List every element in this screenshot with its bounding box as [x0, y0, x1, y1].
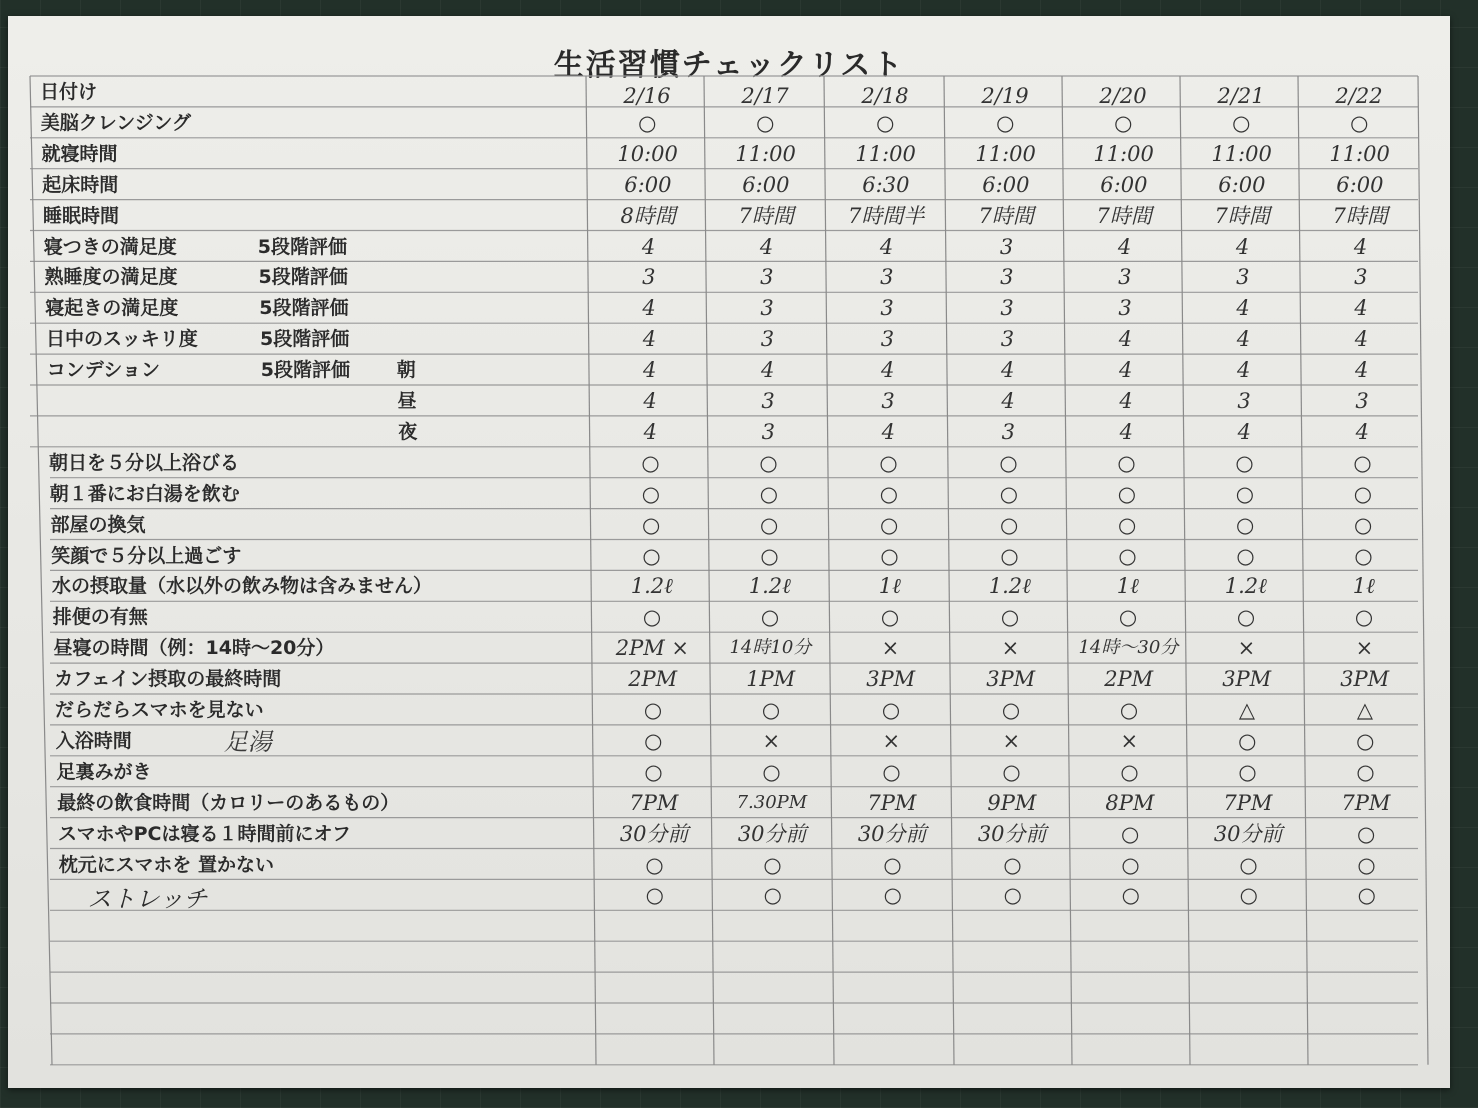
value-cell: ○ — [1121, 883, 1140, 908]
value-cell: ○ — [1114, 110, 1133, 135]
value-cell: 7時間 — [978, 203, 1034, 228]
row-label: 熟睡度の満足度 — [44, 266, 178, 289]
value-cell: 7.30PM — [736, 791, 808, 813]
value-cell: 1.2ℓ — [1224, 574, 1267, 599]
value-cell: 3 — [1355, 389, 1369, 413]
row-label: 水の摂取量（水以外の飲み物は含みません） — [52, 575, 433, 598]
value-cell: 4 — [643, 389, 657, 413]
value-cell: ○ — [999, 450, 1018, 475]
page-title: 生活習慣チェックリスト — [553, 48, 905, 83]
value-cell: 11:00 — [855, 141, 916, 166]
value-cell: ○ — [1235, 450, 1254, 475]
value-cell: 1.2ℓ — [630, 574, 673, 599]
value-cell: ○ — [880, 605, 900, 630]
value-cell: 3 — [880, 327, 895, 352]
row-label: 就寝時間 — [41, 142, 118, 165]
value-cell: ○ — [883, 852, 902, 877]
value-cell: × — [762, 728, 781, 753]
date-cell: 2/21 — [1217, 84, 1265, 108]
value-cell: ○ — [1003, 883, 1022, 908]
value-cell: 4 — [1355, 419, 1369, 444]
value-cell: ○ — [1118, 543, 1137, 568]
value-cell: 9PM — [987, 790, 1037, 815]
rating-scale-label: 5段階評価 — [259, 297, 349, 320]
value-cell: ○ — [1003, 852, 1022, 877]
value-cell: ○ — [996, 110, 1015, 135]
value-cell: 30分前 — [857, 821, 927, 846]
checklist-grid — [8, 16, 1450, 1088]
value-cell: 7PM — [1341, 790, 1391, 815]
value-cell: ○ — [1121, 852, 1140, 877]
value-cell: ○ — [1001, 698, 1021, 722]
value-cell: 4 — [1237, 358, 1251, 383]
value-cell: ○ — [760, 543, 779, 568]
value-cell: 3 — [1237, 389, 1251, 413]
value-cell: ○ — [1236, 543, 1255, 568]
value-cell: 4 — [1235, 234, 1250, 259]
value-cell: ○ — [759, 450, 778, 475]
value-cell: 30分前 — [619, 821, 689, 846]
date-cell: 2/19 — [981, 84, 1029, 108]
value-cell: ○ — [1350, 110, 1369, 135]
value-cell: 3 — [881, 389, 895, 413]
value-cell: 3PM — [986, 667, 1036, 692]
value-cell: 3 — [761, 419, 775, 444]
value-cell: 3PM — [1340, 667, 1390, 692]
value-cell: 11:00 — [1211, 141, 1272, 166]
value-cell: × — [881, 636, 900, 661]
value-cell: ○ — [642, 543, 661, 568]
checklist-sheet — [8, 16, 1450, 1088]
value-cell: 14時10分 — [729, 637, 812, 659]
value-cell: 6:00 — [742, 172, 790, 197]
value-cell: 4 — [1001, 358, 1015, 383]
row-label: 笑顔で５分以上過ごす — [51, 544, 242, 567]
value-cell: ○ — [1118, 512, 1137, 537]
value-cell: ○ — [644, 728, 663, 753]
value-cell: 8PM — [1105, 790, 1155, 815]
row-label: ストレッチ — [87, 885, 208, 914]
value-cell: 6:00 — [982, 172, 1030, 197]
value-cell: ○ — [881, 698, 901, 722]
value-cell: ○ — [1117, 481, 1137, 506]
value-cell: ○ — [1232, 110, 1251, 135]
value-cell: 3 — [761, 389, 775, 413]
value-cell: ○ — [1120, 759, 1139, 784]
value-cell: ○ — [1357, 852, 1376, 877]
value-cell: 3 — [1000, 327, 1015, 352]
row-label: スマホやPCは寝る１時間前にオフ — [58, 822, 351, 845]
value-cell: ○ — [1353, 481, 1373, 506]
value-cell: 7時間 — [1214, 203, 1270, 228]
value-cell: 1ℓ — [1352, 574, 1375, 599]
value-cell: ○ — [1239, 852, 1258, 877]
value-cell: 3 — [760, 296, 774, 321]
handwritten-note: 足湯 — [223, 727, 272, 756]
value-cell: ○ — [1356, 728, 1375, 753]
value-cell: ○ — [645, 852, 664, 877]
value-cell: 4 — [643, 419, 657, 444]
date-cell: 2/16 — [623, 84, 671, 108]
value-cell: 11:00 — [1093, 141, 1154, 166]
value-cell: △ — [1238, 698, 1256, 722]
value-cell: 3 — [880, 265, 894, 290]
value-cell: 4 — [1236, 327, 1251, 352]
value-cell: ○ — [763, 883, 782, 908]
value-cell: 4 — [642, 327, 657, 352]
value-cell: 4 — [1118, 327, 1133, 352]
row-label: 日中のスッキリ度 — [46, 328, 198, 351]
value-cell: ○ — [1121, 821, 1140, 846]
value-cell: 6:30 — [862, 172, 910, 197]
row-label: 昼寝の時間（例：14時～20分） — [53, 637, 335, 660]
value-cell: 3 — [642, 265, 656, 290]
value-cell: 4 — [641, 234, 656, 259]
value-cell: 4 — [642, 296, 656, 321]
value-cell: ○ — [999, 481, 1019, 506]
rating-scale-label: 5段階評価 — [260, 359, 350, 382]
value-cell: 4 — [1355, 358, 1369, 383]
value-cell: ○ — [756, 110, 775, 135]
value-cell: 4 — [881, 419, 895, 444]
value-cell: ○ — [1002, 759, 1021, 784]
value-cell: ○ — [1354, 605, 1374, 630]
row-label: 入浴時間 — [55, 729, 132, 752]
row-label: コンデション — [46, 359, 160, 382]
value-cell: △ — [1356, 698, 1374, 722]
time-of-day-label: 朝 — [396, 359, 416, 382]
row-label: 枕元にスマホを 置かない — [58, 853, 274, 876]
value-cell: ○ — [638, 110, 657, 135]
value-cell: × — [1237, 636, 1256, 661]
value-cell: ○ — [641, 450, 660, 475]
value-cell: ○ — [1236, 512, 1255, 537]
value-cell: 2PM — [1104, 667, 1154, 692]
value-cell: ○ — [1119, 698, 1139, 722]
value-cell: 4 — [881, 358, 895, 383]
value-cell: ○ — [1353, 450, 1372, 475]
value-cell: ○ — [644, 759, 663, 784]
value-cell: ○ — [880, 543, 899, 568]
value-cell: 4 — [1117, 234, 1132, 259]
value-cell: 4 — [1353, 234, 1368, 259]
value-cell: ○ — [645, 883, 664, 908]
value-cell: 1.2ℓ — [988, 574, 1031, 599]
value-cell: 3 — [1354, 265, 1368, 290]
value-cell: 4 — [1354, 296, 1368, 321]
value-cell: 6:00 — [1100, 172, 1148, 197]
time-of-day-label: 夜 — [398, 420, 418, 443]
value-cell: ○ — [879, 481, 899, 506]
value-cell: ○ — [762, 759, 781, 784]
value-cell: 7PM — [867, 790, 917, 815]
value-cell: ○ — [1235, 481, 1255, 506]
value-cell: 3 — [1000, 296, 1014, 321]
value-cell: ○ — [880, 512, 899, 537]
value-cell: ○ — [882, 759, 901, 784]
row-label: 朝１番にお白湯を飲む — [49, 482, 240, 505]
value-cell: 3 — [1001, 419, 1015, 444]
value-cell: 4 — [879, 234, 894, 259]
row-label: 寝つきの満足度 — [43, 235, 177, 258]
date-cell: 2/17 — [741, 84, 789, 108]
value-cell: 4 — [643, 358, 657, 383]
row-label: カフェイン摂取の最終時間 — [54, 668, 282, 691]
row-label: 排便の有無 — [52, 606, 148, 629]
value-cell: 1ℓ — [1116, 574, 1139, 599]
value-cell: 11:00 — [1329, 141, 1390, 166]
value-cell: ○ — [1354, 512, 1373, 537]
value-cell: 4 — [1237, 419, 1251, 444]
rating-scale-label: 5段階評価 — [257, 235, 347, 258]
value-cell: ○ — [1238, 759, 1257, 784]
row-label: 部屋の換気 — [50, 513, 146, 536]
value-cell: 3 — [1118, 265, 1132, 290]
row-label: 睡眠時間 — [43, 204, 120, 227]
row-label: 最終の飲食時間（カロリーのあるもの） — [57, 791, 400, 814]
value-cell: 30分前 — [737, 821, 807, 846]
value-cell: 3 — [760, 327, 775, 352]
value-cell: ○ — [763, 852, 782, 877]
value-cell: ○ — [759, 481, 779, 506]
value-cell: ○ — [876, 110, 895, 135]
rating-scale-label: 5段階評価 — [258, 266, 348, 289]
value-cell: 10:00 — [617, 141, 678, 166]
value-cell: 7時間 — [738, 203, 794, 228]
date-cell: 2/22 — [1335, 84, 1383, 108]
value-cell: 7時間 — [1096, 203, 1152, 228]
value-cell: 7PM — [629, 790, 679, 815]
value-cell: ○ — [1236, 605, 1256, 630]
value-cell: × — [1120, 728, 1139, 753]
value-cell: 6:00 — [1218, 172, 1266, 197]
row-label: だらだらスマホを見ない — [55, 699, 264, 721]
value-cell: 3 — [999, 234, 1014, 259]
value-cell: 4 — [1119, 358, 1133, 383]
row-label: 足裏みがき — [56, 760, 152, 783]
value-cell: × — [1355, 636, 1374, 661]
row-label: 寝起きの満足度 — [45, 297, 179, 320]
value-cell: 14時～30分 — [1078, 637, 1179, 659]
value-cell: 11:00 — [735, 141, 796, 166]
value-cell: 3 — [1118, 296, 1132, 321]
value-cell: 3 — [1000, 265, 1014, 290]
value-cell: 4 — [1236, 296, 1250, 321]
date-cell: 2/20 — [1099, 84, 1147, 108]
value-cell: ○ — [1238, 728, 1257, 753]
value-cell: 4 — [1119, 389, 1133, 413]
value-cell: 2PM × — [615, 636, 690, 661]
value-cell: 3 — [1236, 265, 1250, 290]
value-cell: ○ — [1000, 512, 1019, 537]
row-label: 起床時間 — [42, 173, 119, 196]
value-cell: 8時間 — [620, 203, 676, 228]
date-cell: 2/18 — [861, 84, 909, 108]
value-cell: ○ — [1357, 883, 1376, 908]
value-cell: 1ℓ — [878, 574, 901, 599]
value-cell: ○ — [1239, 883, 1258, 908]
value-cell: 6:00 — [1336, 172, 1384, 197]
value-cell: 7PM — [1223, 790, 1273, 815]
row-label: 日付け — [40, 81, 98, 103]
value-cell: 1PM — [746, 667, 796, 692]
value-cell: 1.2ℓ — [748, 574, 791, 599]
value-cell: ○ — [643, 698, 663, 722]
value-cell: 7時間 — [1332, 203, 1388, 228]
value-cell: 3PM — [866, 667, 916, 692]
row-label: 朝日を５分以上浴びる — [49, 451, 240, 474]
value-cell: 7時間半 — [848, 203, 925, 228]
value-cell: 3 — [880, 296, 894, 321]
value-cell: ○ — [1356, 759, 1375, 784]
value-cell: 4 — [1119, 419, 1133, 444]
value-cell: ○ — [1118, 605, 1138, 630]
value-cell: × — [1002, 728, 1021, 753]
value-cell: 4 — [759, 234, 774, 259]
value-cell: ○ — [761, 698, 781, 722]
value-cell: 30分前 — [1213, 821, 1283, 846]
value-cell: 3PM — [1222, 667, 1272, 692]
value-cell: ○ — [879, 450, 898, 475]
value-cell: 6:00 — [624, 172, 672, 197]
value-cell: 3 — [760, 265, 774, 290]
value-cell: ○ — [642, 512, 661, 537]
value-cell: ○ — [642, 605, 662, 630]
value-cell: ○ — [1354, 543, 1373, 568]
value-cell: ○ — [760, 605, 780, 630]
value-cell: ○ — [883, 883, 902, 908]
rating-scale-label: 5段階評価 — [260, 328, 350, 351]
value-cell: 4 — [761, 358, 775, 383]
value-cell: ○ — [1357, 821, 1376, 846]
time-of-day-label: 昼 — [397, 390, 417, 412]
row-label: 美脳クレンジング — [40, 111, 191, 134]
value-cell: ○ — [760, 512, 779, 537]
value-cell: 4 — [1001, 389, 1015, 413]
value-cell: × — [1001, 636, 1020, 661]
value-cell: 11:00 — [975, 141, 1036, 166]
value-cell: 30分前 — [977, 821, 1047, 846]
value-cell: ○ — [1000, 543, 1019, 568]
value-cell: ○ — [641, 481, 661, 506]
value-cell: 4 — [1354, 327, 1369, 352]
value-cell: ○ — [1000, 605, 1020, 630]
value-cell: 2PM — [628, 667, 678, 692]
value-cell: × — [882, 728, 901, 753]
value-cell: ○ — [1117, 450, 1136, 475]
